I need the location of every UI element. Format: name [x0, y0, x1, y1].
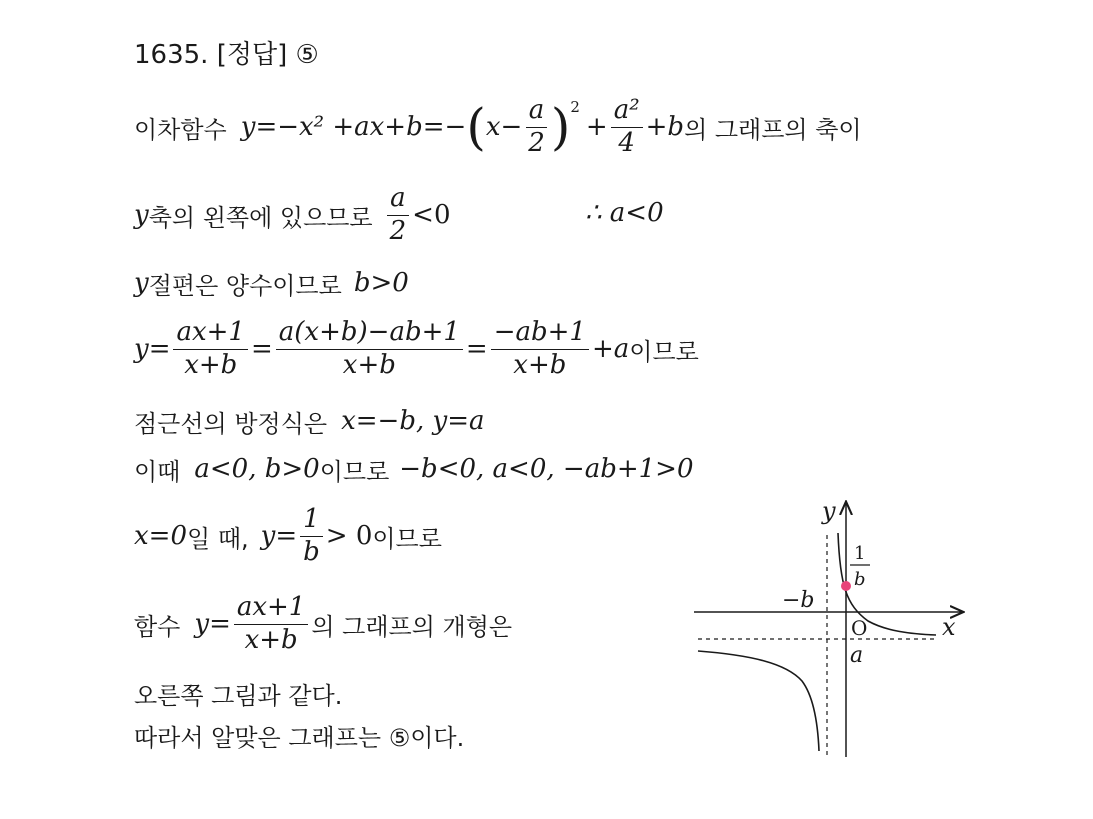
line-signs — [134, 450, 694, 488]
line-at-zero — [134, 500, 442, 572]
line-conclusion: 따라서 알맞은 그래프는 ⑤이다. — [134, 724, 465, 752]
origin-label: O — [851, 616, 868, 640]
line7-frac — [300, 506, 323, 566]
line4-frac1 — [173, 319, 248, 379]
line2-frac-num: a — [387, 185, 409, 215]
line1-frac-a-den: 2 — [528, 127, 545, 158]
neg-b-label: −b — [782, 588, 815, 613]
line3-ineq: b>0 — [353, 268, 409, 298]
line1-suffix: 의 그래프의 축이 — [684, 115, 862, 144]
line2-frac-den: 2 — [389, 215, 407, 246]
line1-frac-b-num: a² — [611, 97, 643, 127]
line6-expr2: −b<0, a<0, −ab+1>0 — [399, 454, 694, 484]
line8-suffix: 의 그래프의 개형은 — [311, 612, 513, 641]
line4-frac3 — [491, 319, 589, 379]
line-function-shape — [134, 588, 512, 660]
line4-eq2: = — [465, 334, 488, 364]
line7-frac-num: 1 — [300, 506, 323, 536]
line2-ineq: <0 — [412, 200, 451, 230]
problem-header: 1635. [정답] ⑤ — [134, 40, 319, 70]
a-label: a — [850, 643, 864, 668]
line1-frac-b — [611, 97, 643, 157]
line7-frac-den: b — [303, 536, 320, 567]
line4-frac2-den: x+b — [342, 349, 396, 380]
line4-lhs: y= — [134, 334, 171, 364]
line6-prefix: 이때 — [134, 457, 181, 486]
line-vertex-form — [134, 92, 862, 162]
line3-y-var: y — [134, 268, 149, 298]
line1-plus: + — [585, 112, 608, 142]
line7-expr1: x=0 — [134, 521, 187, 551]
line7-mid: 일 때, — [187, 524, 249, 553]
line1-paren-open: ( — [466, 98, 486, 156]
hyperbola-graph — [690, 495, 980, 765]
line8-frac-num: ax+1 — [234, 594, 309, 624]
line1-square: 2 — [570, 98, 580, 116]
line1-paren-close: ) — [550, 98, 571, 156]
line4-frac3-num: −ab+1 — [491, 319, 589, 349]
line4-suffix: 이므로 — [629, 337, 699, 366]
line1-expr-a: y=−x² +ax+b=− — [240, 112, 467, 142]
line5-text: 점근선의 방정식은 — [134, 409, 328, 438]
line4-tail: +a — [591, 334, 630, 364]
line1-plus-b: +b — [645, 112, 685, 142]
x-axis-label: x — [942, 613, 956, 641]
line5-expr: x=−b, y=a — [341, 406, 485, 436]
line1-frac-a-num: a — [526, 97, 548, 127]
line7-expr2: y= — [260, 521, 298, 551]
line-asymptotes — [134, 402, 485, 440]
line2-y-var: y — [134, 200, 149, 230]
line6-mid: 이므로 — [319, 457, 390, 486]
line-rewrite — [134, 312, 699, 386]
line2-text: 축의 왼쪽에 있으므로 — [148, 203, 373, 232]
line6-expr1: a<0, b>0 — [194, 454, 320, 484]
line4-frac3-den: x+b — [513, 349, 567, 380]
line8-prefix: 함수 — [134, 612, 181, 641]
intercept-frac-num: 1 — [854, 543, 866, 564]
hyperbola-left-branch — [698, 651, 819, 751]
y-intercept-point — [841, 581, 851, 591]
line-axis-left — [134, 180, 451, 250]
line4-frac1-den: x+b — [184, 349, 238, 380]
line-see-figure: 오른쪽 그림과 같다. — [134, 682, 343, 710]
line7-suffix: 이므로 — [372, 524, 442, 553]
intercept-frac-den: b — [854, 569, 866, 590]
line1-x-minus: x− — [485, 112, 523, 142]
line-y-intercept — [134, 264, 409, 302]
line4-frac1-num: ax+1 — [173, 319, 248, 349]
line4-frac2 — [276, 319, 463, 379]
line8-frac — [234, 594, 309, 654]
line7-expr3: > 0 — [325, 521, 373, 551]
line8-lhs: y= — [194, 609, 231, 639]
line2-therefore: ∴ a<0 — [585, 198, 664, 228]
line8-frac-den: x+b — [244, 624, 298, 655]
line4-eq1: = — [250, 334, 273, 364]
line4-frac2-num: a(x+b)−ab+1 — [276, 319, 463, 349]
line1-prefix: 이차함수 — [134, 115, 227, 144]
y-axis-label: y — [822, 497, 836, 525]
line1-frac-b-den: 4 — [618, 127, 635, 158]
line3-text: 절편은 양수이므로 — [148, 271, 342, 300]
line1-frac-a — [525, 97, 548, 157]
line2-frac — [387, 185, 410, 245]
